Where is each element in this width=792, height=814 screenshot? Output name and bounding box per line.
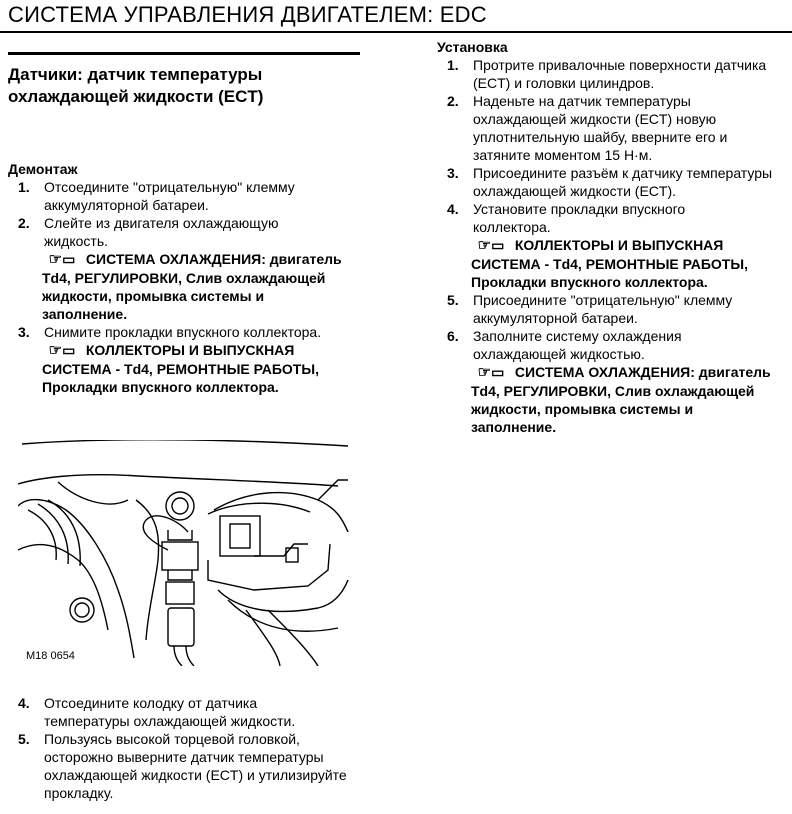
ect-sensor-illustration <box>18 440 350 666</box>
cross-reference-text[interactable]: КОЛЛЕКТОРЫ И ВЫПУСКНАЯ СИСТЕМА - Td4, РЕМОНТНЫЕ РАБОТЫ, Прокладки впускного коллектора. <box>42 342 319 395</box>
step-text: Слейте из двигателя охлаждающую жидкость. <box>44 215 279 249</box>
removal-step <box>8 730 364 802</box>
installation-step <box>437 327 753 363</box>
section-divider <box>8 52 360 55</box>
step-number: 5. <box>447 292 459 308</box>
step-text: Протрите привалочные поверхности датчика (ECT) и головки цилиндров. <box>473 57 767 91</box>
removal-steps <box>8 694 368 802</box>
removal-steps <box>8 178 362 396</box>
step-number: 4. <box>447 201 459 217</box>
cross-reference-text[interactable]: СИСТЕМА ОХЛАЖДЕНИЯ: двигатель Td4, РЕГУЛИРОВКИ, Слив охлаждающей жидкости, промывка системы и заполнение. <box>42 251 342 322</box>
cross-reference[interactable] <box>8 250 362 323</box>
step-text: Присоедините разъём к датчику температуры охлаждающей жидкости (ECT). <box>473 165 773 199</box>
cross-reference-text[interactable]: КОЛЛЕКТОРЫ И ВЫПУСКНАЯ СИСТЕМА - Td4, РЕМОНТНЫЕ РАБОТЫ, Прокладки впускного коллектора. <box>471 237 748 290</box>
step-text: Присоедините "отрицательную" клемму аккумуляторной батареи. <box>473 292 733 326</box>
figure-label: M18 0654 <box>26 650 75 662</box>
removal-step <box>8 214 334 250</box>
removal-step <box>8 323 362 341</box>
step-text: Отсоедините колодку от датчика температуры охлаждающей жидкости. <box>44 695 296 729</box>
right-column <box>437 38 787 436</box>
left-column <box>8 52 362 396</box>
step-text: Наденьте на датчик температуры охлаждающей жидкости (ECT) новую уплотнительную шайбу, вверните его и затяните моментом 15 Н·м. <box>473 93 728 163</box>
installation-step <box>437 92 783 164</box>
installation-step <box>437 200 763 236</box>
step-number: 2. <box>447 93 459 109</box>
step-number: 5. <box>18 731 30 747</box>
pointing-hand-book-icon: ☞▭ <box>477 364 505 381</box>
installation-heading: Установка <box>437 39 508 55</box>
engine-sensor-drawing <box>18 440 350 666</box>
cross-reference[interactable] <box>437 363 787 436</box>
cross-reference-text[interactable]: СИСТЕМА ОХЛАЖДЕНИЯ: двигатель Td4, РЕГУЛИРОВКИ, Слив охлаждающей жидкости, промывка системы и заполнение. <box>471 364 771 435</box>
step-number: 6. <box>447 328 459 344</box>
step-text: Установите прокладки впускного коллектора. <box>473 201 686 235</box>
step-number: 1. <box>18 179 30 195</box>
installation-step <box>437 291 792 327</box>
pointing-hand-book-icon: ☞▭ <box>48 342 76 359</box>
step-number: 3. <box>447 165 459 181</box>
step-number: 1. <box>447 57 459 73</box>
page-title: СИСТЕМА УПРАВЛЕНИЯ ДВИГАТЕЛЕМ: EDC <box>8 2 487 27</box>
step-text: Заполните систему охлаждения охлаждающей жидкостью. <box>473 328 682 362</box>
removal-steps-continued <box>8 694 368 802</box>
section-title: Датчики: датчик температуры охлаждающей жидкости (ECT) <box>8 65 264 106</box>
step-number: 3. <box>18 324 30 340</box>
installation-steps <box>437 56 787 436</box>
pointing-hand-book-icon: ☞▭ <box>477 237 505 254</box>
step-text: Пользуясь высокой торцевой головкой, осторожно выверните датчик температуры охлаждающей жидкости (ECT) и утилизируйте прокладку. <box>44 731 347 801</box>
removal-heading: Демонтаж <box>8 161 78 177</box>
step-text: Снимите прокладки впускного коллектора. <box>44 324 322 340</box>
installation-step <box>437 56 783 92</box>
removal-step <box>8 694 344 730</box>
installation-step <box>437 164 792 200</box>
header-divider <box>0 31 792 33</box>
step-text: Отсоедините "отрицательную" клемму аккумуляторной батареи. <box>44 179 295 213</box>
cross-reference[interactable] <box>8 341 362 396</box>
cross-reference[interactable] <box>437 236 787 291</box>
page-header <box>0 0 792 34</box>
step-number: 2. <box>18 215 30 231</box>
step-number: 4. <box>18 695 30 711</box>
removal-step <box>8 178 344 214</box>
pointing-hand-book-icon: ☞▭ <box>48 251 76 268</box>
